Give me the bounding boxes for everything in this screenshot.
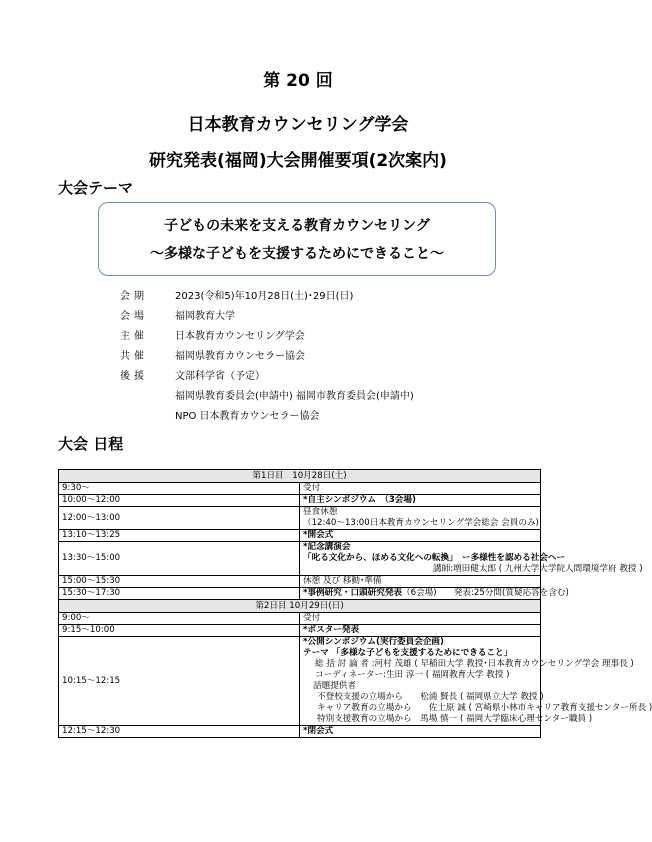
program-line-detail: （6会場) 発表:25分間(質疑応答を含む) [402,588,569,598]
program-line: 昼食休憩 [303,507,338,517]
program-cell [300,507,541,530]
program-line: 受付 [303,613,321,623]
program-cell [300,613,541,625]
program-line: 受付 [303,483,321,493]
program-line: 休憩 及び 移動･準備 [303,576,382,586]
program-line: *開会式 [303,530,334,540]
day-header-row [59,600,541,613]
time-cell: 15:30～17:30 [59,588,300,600]
info-value: 文部科学省（予定） [175,371,265,382]
info-key: 共催 [120,351,148,362]
table-row [59,726,541,738]
time-cell: 10:00～12:00 [59,495,300,507]
theme-heading: 大会テーマ [58,179,134,197]
time-cell: 10:15～12:15 [59,637,300,726]
info-value: 福岡教育大学 [175,311,235,322]
time-cell: 15:00～15:30 [59,576,300,588]
info-key: 会場 [120,311,148,322]
program-cell [300,726,541,738]
table-row [59,495,541,507]
title-society: 日本教育カウンセリング学会 [187,115,409,135]
time-cell: 9:15～10:00 [59,625,300,637]
table-row [59,625,541,637]
time-cell: 9:00～ [59,613,300,625]
time-cell: 13:30～15:00 [59,542,300,576]
schedule-table [58,469,652,738]
theme-sub: ～多様な子どもを支援するためにできること～ [150,246,444,262]
info-value: 福岡県教育カウンセラー協会 [175,351,305,362]
time-cell: 12:00～13:00 [59,507,300,530]
info-key: 後援 [120,371,148,382]
table-row [59,613,541,625]
info-value: 福岡県教育委員会(申請中) 福岡市教育委員会(申請中) [175,391,414,402]
program-cell [300,588,569,600]
program-line: テーマ 「多様な子どもを支援するためにできること」 [303,648,513,658]
time-cell: 13:10～13:25 [59,530,300,542]
title-edition: 第 20 回 [263,71,333,91]
table-row [59,507,541,530]
program-line: 不登校支援の立場から 松浦 賢長 ( 福岡県立大学 教授 ) [317,692,544,702]
day-header-row [59,470,541,483]
program-cell [300,625,541,637]
info-value: NPO 日本教育カウンセラー協会 [175,411,320,422]
time-cell: 9:30～ [59,483,300,495]
program-cell [300,483,541,495]
program-line: （12:40～13:00日本教育カウンセリング学会総会 会員のみ) [303,518,539,528]
program-cell [300,637,652,726]
table-row [59,576,541,588]
program-line-title: *事例研究・口頭研究発表 [303,588,403,598]
day1-header: 第1日目 10月28日(土) [59,470,541,483]
theme-box [98,202,496,276]
program-cell [300,495,541,507]
info-value: 2023(令和5)年10月28日(土)･29日(日) [175,291,354,302]
program-line: 「叱る文化から、ほめる文化への転換」 ー多様性を認める社会へー [303,553,566,563]
program-line: 話題提供者 [313,681,356,691]
program-line: *公開シンポジウム(実行委員会企画) [303,637,444,647]
info-key: 会期 [120,291,148,302]
program-line: 特別支援教育の立場から 馬場 慎一 ( 福岡大学臨床心理センター職員 ) [317,714,593,724]
program-cell [300,530,541,542]
info-key: 主催 [120,331,148,342]
program-line: *自主シンポジウム （3会場) [303,495,416,505]
table-row [59,588,541,600]
table-row [59,637,541,726]
title-event: 研究発表(福岡)大会開催要項(2次案内) [149,151,447,171]
program-line: キャリア教育の立場から 佐土原 誠 ( 宮崎県小林市キャリア教育支援センター所長 ) [317,703,652,713]
table-row [59,542,541,576]
info-value: 日本教育カウンセリング学会 [175,331,305,342]
program-line: 講師:増田健太郎 ( 九州大学大学院人間環境学府 教授 ) [433,564,643,574]
theme-main: 子どもの未来を支える教育カウンセリング [164,218,430,234]
program-cell [300,576,541,588]
program-cell [300,542,643,576]
program-line: *閉会式 [303,726,334,736]
program-line [303,588,569,599]
program-line: *ポスター発表 [303,625,360,635]
time-cell: 12:15～12:30 [59,726,300,738]
table-row [59,483,541,495]
schedule-heading: 大会 日程 [58,435,124,453]
program-line: 総 括 討 論 者 :河村 茂雄 ( 早稲田大学 教授･日本教育カウンセリング学会 理事長 ) [315,659,634,669]
table-row [59,530,541,542]
program-line: *記念講演会 [303,542,351,552]
program-line: コーディネーター:生田 淳一 ( 福岡教育大学 教授 ) [315,670,510,680]
day2-header: 第2日目 10月29日(日) [59,600,541,613]
